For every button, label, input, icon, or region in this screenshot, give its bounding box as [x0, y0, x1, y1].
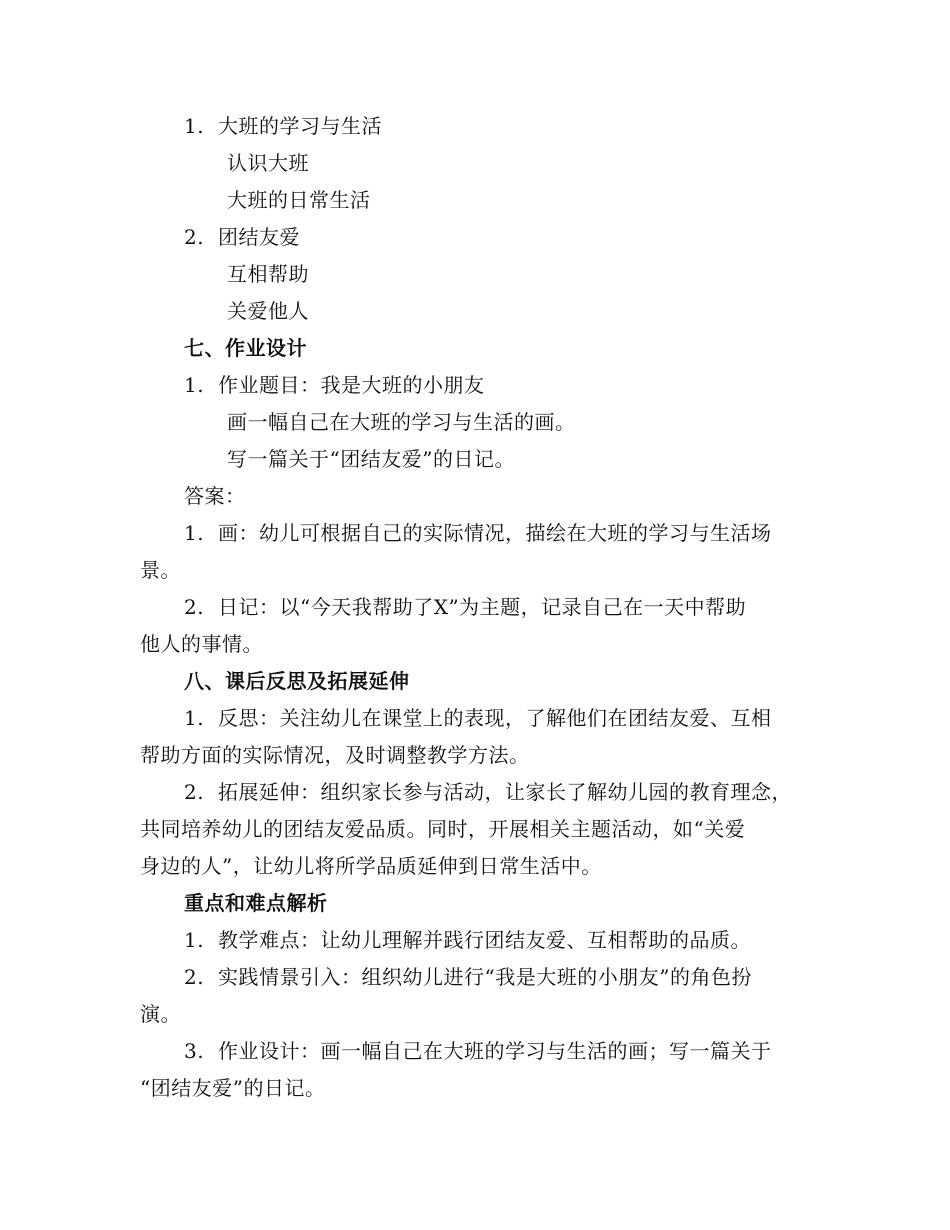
extension-line-1	[184, 780, 792, 804]
homework-item-1	[184, 373, 485, 397]
analysis-heading: 重点和难点解析	[184, 891, 328, 915]
outline-item-1-text: 大班的学习与生活	[218, 114, 382, 138]
outline-item-1	[184, 114, 382, 138]
analysis-item-3-line-1	[184, 1039, 772, 1063]
outline-item-1-sub-2: 大班的日常生活	[227, 188, 371, 212]
analysis-item-2-line-2: 演。	[140, 1002, 181, 1026]
list-number: 3.	[184, 1039, 205, 1063]
list-number: 1.	[184, 928, 205, 952]
reflection-text: 反思：关注幼儿在课堂上的表现，了解他们在团结友爱、互相	[218, 706, 772, 730]
answer-1-text: 画：幼儿可根据自己的实际情况，描绘在大班的学习与生活场	[218, 521, 772, 545]
reflection-line-2: 帮助方面的实际情况，及时调整教学方法。	[140, 743, 530, 767]
analysis-item-1-text: 教学难点：让幼儿理解并践行团结友爱、互相帮助的品质。	[218, 928, 751, 952]
list-number: 1.	[184, 373, 205, 397]
analysis-item-3-text: 作业设计：画一幅自己在大班的学习与生活的画；写一篇关于	[218, 1039, 772, 1063]
analysis-item-2-line-1	[184, 965, 752, 989]
list-number: 1.	[184, 706, 205, 730]
extension-line-3: 身边的人”，让幼儿将所学品质延伸到日常生活中。	[140, 854, 602, 878]
answer-1-line-2: 景。	[140, 558, 181, 582]
section-7-heading: 七、作业设计	[184, 336, 307, 360]
outline-item-1-sub-1: 认识大班	[227, 151, 309, 175]
answer-2-line-2: 他人的事情。	[140, 632, 263, 656]
analysis-item-3-line-2: “团结友爱”的日记。	[140, 1076, 326, 1100]
extension-line-2: 共同培养幼儿的团结友爱品质。同时，开展相关主题活动，如“关爱	[140, 817, 746, 841]
list-number: 2.	[184, 595, 205, 619]
reflection-line-1	[184, 706, 772, 730]
homework-item-1-text: 作业题目：我是大班的小朋友	[218, 373, 485, 397]
list-number: 2.	[184, 965, 205, 989]
analysis-item-2-text: 实践情景引入：组织幼儿进行“我是大班的小朋友”的角色扮	[218, 965, 752, 989]
extension-text: 拓展延伸：组织家长参与活动，让家长了解幼儿园的教育理念，	[218, 780, 792, 804]
outline-item-2-sub-2: 关爱他人	[227, 299, 309, 323]
answer-2-text: 日记：以“今天我帮助了X”为主题，记录自己在一天中帮助	[218, 595, 747, 619]
list-number: 2.	[184, 225, 205, 249]
list-number: 2.	[184, 780, 205, 804]
answer-1-line-1	[184, 521, 772, 545]
homework-sub-2: 写一篇关于“团结友爱”的日记。	[227, 447, 515, 471]
section-8-heading: 八、课后反思及拓展延伸	[184, 669, 410, 693]
list-number: 1.	[184, 114, 205, 138]
outline-item-2-text: 团结友爱	[218, 225, 300, 249]
outline-item-2	[184, 225, 300, 249]
outline-item-2-sub-1: 互相帮助	[227, 262, 309, 286]
answer-label: 答案：	[184, 484, 246, 508]
analysis-item-1	[184, 928, 751, 952]
homework-sub-1: 画一幅自己在大班的学习与生活的画。	[227, 410, 576, 434]
list-number: 1.	[184, 521, 205, 545]
answer-2-line-1	[184, 595, 746, 619]
